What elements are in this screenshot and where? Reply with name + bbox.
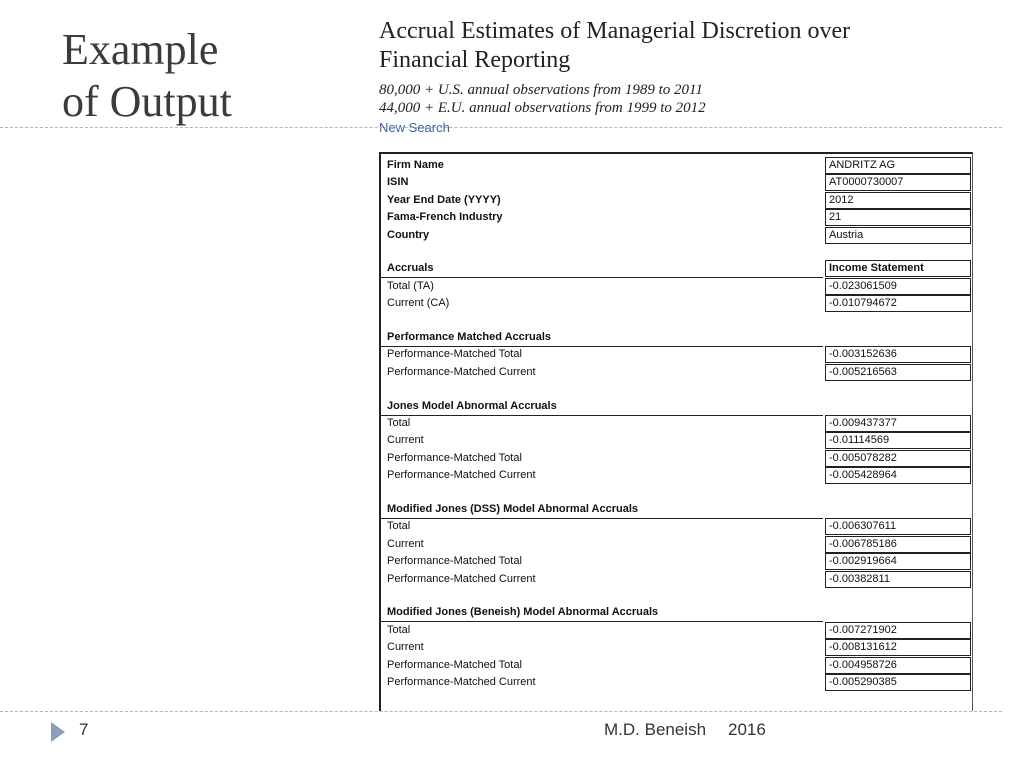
value-field: Income Statement: [825, 260, 971, 277]
value-field: Austria: [825, 227, 971, 244]
value-field: 2012: [825, 192, 971, 209]
table-row: [381, 415, 973, 432]
footer-author: M.D. Beneish: [604, 720, 707, 739]
table-row: [381, 278, 973, 295]
table-row: [381, 639, 973, 656]
report-title-line2: Financial Reporting: [379, 47, 571, 73]
value-field: ANDRITZ AG: [825, 157, 971, 174]
section-heading-row: [381, 398, 973, 415]
row-label: Current: [387, 641, 424, 654]
slide-title: [62, 24, 362, 128]
value-field: -0.010794672: [825, 295, 971, 312]
value-field: -0.01114569: [825, 432, 971, 449]
row-label: Performance-Matched Total: [387, 451, 522, 464]
table-row: [381, 674, 973, 691]
value-field: -0.023061509: [825, 278, 971, 295]
row-label: ISIN: [387, 176, 409, 189]
table-row: [381, 450, 973, 467]
row-label: Current (CA): [387, 297, 450, 310]
value-field: 21: [825, 209, 971, 226]
slide-title-line2: of Output: [62, 77, 232, 126]
slide-title-line1: Example: [62, 25, 219, 74]
row-label: Total: [387, 520, 411, 533]
table-row: [381, 346, 973, 363]
us-observations: 80,000 + U.S. annual observations from 1989 to 2011: [379, 82, 703, 98]
value-field: -0.006307611: [825, 518, 971, 535]
row-label: Modified Jones (Beneish) Model Abnormal Accruals: [387, 606, 659, 619]
table-row: [381, 536, 973, 553]
value-field: -0.003152636: [825, 346, 971, 363]
value-field: -0.007271902: [825, 622, 971, 639]
bottom-divider: [0, 711, 1002, 712]
report-title-line1: Accrual Estimates of Managerial Discretion over: [379, 18, 851, 44]
row-label: Accruals: [387, 262, 434, 275]
firm-info-row: [381, 174, 973, 191]
accrual-report-table: [379, 152, 973, 711]
value-field: AT0000730007: [825, 174, 971, 191]
table-row: [381, 571, 973, 588]
table-row: [381, 432, 973, 449]
table-row: [381, 657, 973, 674]
value-field: -0.005216563: [825, 364, 971, 381]
eu-observations: 44,000 + E.U. annual observations from 1999 to 2012: [379, 100, 706, 116]
row-label: Total (TA): [387, 279, 434, 292]
firm-info-row: [381, 157, 973, 174]
value-field: -0.004958726: [825, 657, 971, 674]
row-label: Total: [387, 623, 411, 636]
row-label: Performance-Matched Total: [387, 348, 522, 361]
firm-info-row: [381, 209, 973, 226]
row-label: Current: [387, 434, 424, 447]
firm-info-row: [381, 192, 973, 209]
section-heading-row: [381, 501, 973, 518]
row-label: Performance-Matched Current: [387, 572, 536, 585]
row-label: Performance-Matched Current: [387, 365, 536, 378]
table-row: [381, 295, 973, 312]
value-field: -0.006785186: [825, 536, 971, 553]
report-header: [379, 17, 979, 137]
row-label: Current: [387, 537, 424, 550]
row-label: Performance-Matched Current: [387, 469, 536, 482]
bullet-arrow-icon: [51, 722, 65, 742]
value-field: -0.005428964: [825, 467, 971, 484]
value-field: -0.008131612: [825, 639, 971, 656]
page-number: 7: [79, 720, 89, 739]
accruals-heading-row: [381, 260, 973, 277]
value-field: -0.005290385: [825, 674, 971, 691]
table-row: [381, 622, 973, 639]
value-field: -0.002919664: [825, 553, 971, 570]
value-field: -0.005078282: [825, 450, 971, 467]
row-label: Performance-Matched Current: [387, 676, 536, 688]
row-label: Performance-Matched Total: [387, 658, 522, 671]
row-label: Jones Model Abnormal Accruals: [387, 399, 557, 412]
row-label: Total: [387, 417, 411, 429]
row-label: Fama-French Industry: [387, 211, 503, 224]
new-search-link[interactable]: New Search: [379, 120, 450, 135]
row-label: Year End Date (YYYY): [387, 193, 501, 206]
value-field: -0.00382811: [825, 571, 971, 588]
row-label: Country: [387, 228, 430, 241]
firm-info-row: [381, 227, 973, 244]
section-heading-row: [381, 604, 973, 621]
table-row: [381, 518, 973, 535]
row-label: Modified Jones (DSS) Model Abnormal Accruals: [387, 503, 638, 515]
row-label: Firm Name: [387, 159, 444, 171]
row-label: Performance-Matched Total: [387, 555, 522, 568]
row-label: Performance Matched Accruals: [387, 331, 552, 343]
value-field: -0.009437377: [825, 415, 971, 432]
footer-year: 2016: [728, 720, 766, 739]
section-heading-row: [381, 329, 973, 346]
table-row: [381, 553, 973, 570]
table-row: [381, 467, 973, 484]
table-row: [381, 364, 973, 381]
top-divider: [0, 127, 1002, 128]
